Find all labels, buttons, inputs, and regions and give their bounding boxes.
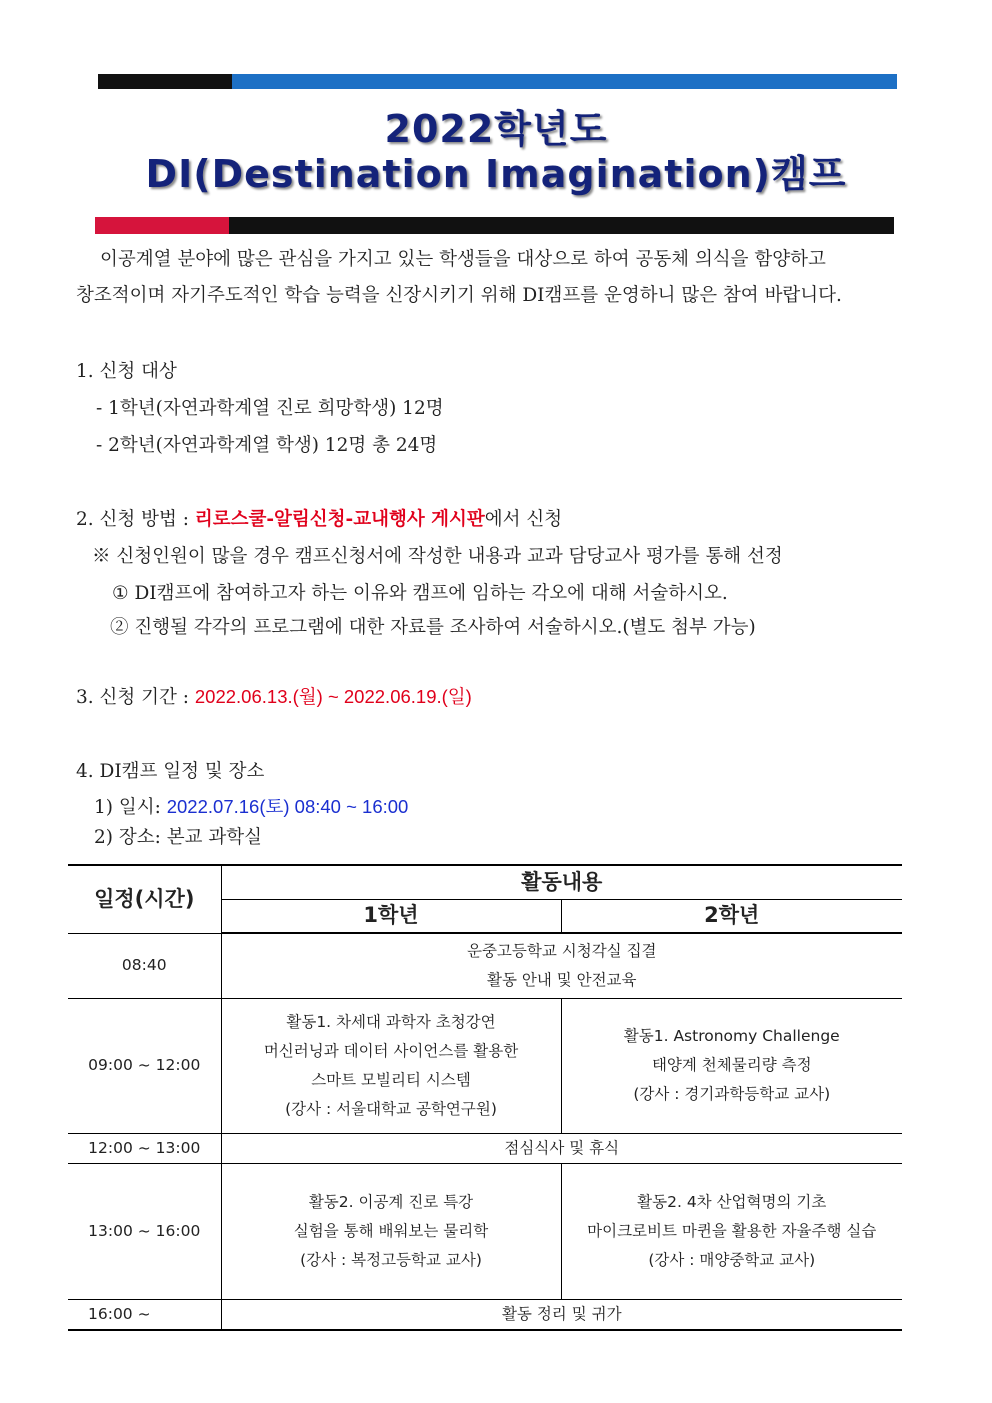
section-2-item-1: ① DI캠프에 참여하고자 하는 이유와 캠프에 임하는 각오에 대해 서술하시오. bbox=[112, 583, 728, 604]
activity-line: (강사 : 복정고등학교 교사) bbox=[300, 1250, 482, 1269]
section-4-item-2: 2) 장소: 본교 과학실 bbox=[94, 827, 262, 848]
row-grade-1-activity bbox=[221, 998, 561, 1133]
row-grade-1-activity bbox=[221, 1163, 561, 1299]
row-common-activity: 활동 정리 및 귀가 bbox=[221, 1299, 902, 1330]
table-header-row bbox=[68, 865, 902, 899]
section-1-item-1: - 1학년(자연과학계열 진로 희망학생) 12명 bbox=[96, 398, 444, 419]
section-2-item-2: ② 진행될 각각의 프로그램에 대한 자료를 조사하여 서술하시오.(별도 첨부 가능) bbox=[110, 617, 756, 638]
section-4-date-label: 1) 일시: bbox=[94, 797, 167, 818]
activity-line: 마이크로비트 마퀸을 활용한 자율주행 실습 bbox=[587, 1221, 877, 1240]
schedule-table bbox=[68, 864, 902, 1331]
row-common-activity: 점심식사 및 휴식 bbox=[221, 1133, 902, 1163]
row-grade-2-activity bbox=[561, 998, 902, 1133]
row-time: 12:00 ~ 13:00 bbox=[68, 1133, 221, 1163]
header-grade-1: 1학년 bbox=[221, 899, 561, 933]
section-1-item-2: - 2학년(자연과학계열 학생) 12명 총 24명 bbox=[96, 435, 438, 456]
section-3-heading bbox=[76, 683, 472, 709]
activity-line: 운중고등학교 시청각실 집결 bbox=[466, 941, 657, 960]
activity-line: 태양계 천체물리량 측정 bbox=[651, 1056, 812, 1074]
activity-line: 실험을 통해 배워보는 물리학 bbox=[293, 1221, 489, 1240]
row-grade-2-activity bbox=[561, 1163, 902, 1299]
activity-line: 활동1. 차세대 과학자 초청강연 bbox=[286, 1012, 496, 1031]
table-row bbox=[68, 1299, 902, 1330]
section-4-date-value: 2022.07.16(토) 08:40 ~ 16:00 bbox=[166, 796, 409, 817]
top-decor-bar bbox=[98, 74, 897, 89]
section-2-heading bbox=[76, 505, 562, 531]
activity-line: (강사 : 서울대학교 공학연구원) bbox=[285, 1099, 497, 1118]
section-4-heading: 4. DI캠프 일정 및 장소 bbox=[76, 761, 265, 782]
table-row bbox=[68, 1163, 902, 1299]
section-2-note: ※ 신청인원이 많을 경우 캠프신청서에 작성한 내용과 교과 담당교사 평가를 통해 선정 bbox=[92, 546, 783, 567]
activity-line: (강사 : 매양중학교 교사) bbox=[648, 1250, 816, 1269]
table-row bbox=[68, 933, 902, 998]
activity-line: 활동2. 이공계 진로 특강 bbox=[308, 1192, 474, 1211]
row-time: 13:00 ~ 16:00 bbox=[68, 1163, 221, 1299]
row-time: 09:00 ~ 12:00 bbox=[68, 998, 221, 1133]
activity-line: 활동1. Astronomy Challenge bbox=[623, 1027, 840, 1045]
section-3-period: 2022.06.13.(월) ~ 2022.06.19.(일) bbox=[194, 686, 472, 707]
title-camp-name: DI(Destination Imagination)캠프 bbox=[145, 152, 847, 196]
activity-line: 스마트 모빌리티 시스템 bbox=[311, 1070, 471, 1089]
intro-line-1: 이공계열 분야에 많은 관심을 가지고 있는 학생들을 대상으로 하여 공동체 의식을 함양하고 bbox=[100, 249, 826, 270]
section-2-board-name: 리로스쿨-알림신청-교내행사 게시판 bbox=[194, 509, 485, 530]
header-activity: 활동내용 bbox=[221, 865, 902, 899]
section-1-heading: 1. 신청 대상 bbox=[76, 361, 177, 382]
intro-paragraph bbox=[76, 242, 906, 314]
table-row bbox=[68, 998, 902, 1133]
row-time: 08:40 bbox=[68, 933, 221, 998]
activity-line: (강사 : 경기과학등학교 교사) bbox=[633, 1085, 831, 1103]
section-2-suffix: 에서 신청 bbox=[484, 509, 563, 530]
section-4-item-1 bbox=[94, 793, 408, 819]
section-2-prefix: 2. 신청 방법 : bbox=[76, 509, 195, 530]
table-row bbox=[68, 1133, 902, 1163]
title-year: 2022학년도 bbox=[384, 107, 608, 151]
activity-line: 머신러닝과 데이터 사이언스를 활용한 bbox=[263, 1041, 519, 1060]
bottom-decor-bar bbox=[95, 217, 894, 234]
row-common-activity bbox=[221, 933, 902, 998]
activity-line: 활동 안내 및 안전교육 bbox=[486, 970, 637, 989]
section-3-prefix: 3. 신청 기간 : bbox=[76, 687, 195, 708]
row-time: 16:00 ~ bbox=[68, 1299, 221, 1330]
intro-line-2: 창조적이며 자기주도적인 학습 능력을 신장시키기 위해 DI캠프를 운영하니 많은 참여 바랍니다. bbox=[76, 285, 842, 306]
header-time: 일정(시간) bbox=[68, 865, 221, 933]
activity-line: 활동2. 4차 산업혁명의 기초 bbox=[637, 1192, 827, 1211]
header-grade-2: 2학년 bbox=[561, 899, 902, 933]
